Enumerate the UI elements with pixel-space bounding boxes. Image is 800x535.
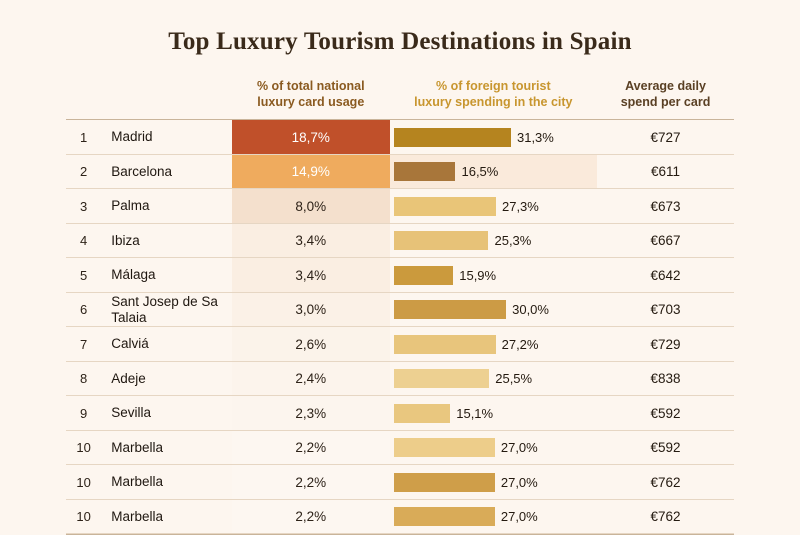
row-avg-spend: €667 (597, 223, 734, 258)
usage-value: 2,2% (295, 440, 327, 455)
row-city: Palma (101, 189, 232, 224)
row-city: Sevilla (101, 396, 232, 431)
table-row (66, 189, 734, 224)
row-rank: 6 (66, 292, 101, 327)
row-city: Barcelona (101, 154, 232, 189)
spend-value: 16,5% (461, 164, 499, 179)
spend-bar (394, 438, 495, 457)
usage-value: 2,4% (295, 371, 327, 386)
spend-bar (394, 231, 489, 250)
row-city: Calviá (101, 327, 232, 362)
row-city: Marbella (101, 430, 232, 465)
spend-bar (394, 335, 496, 354)
spend-bar (394, 300, 507, 319)
row-avg-spend: €729 (597, 327, 734, 362)
table-row (66, 120, 734, 155)
usage-value: 2,2% (295, 509, 327, 524)
header-spend-line2: luxury spending in the city (414, 94, 573, 109)
header-spend-line1: % of foreign tourist (436, 79, 551, 93)
row-spend-cell (390, 499, 597, 534)
table-row (66, 430, 734, 465)
row-city: Adeje (101, 361, 232, 396)
spend-bar (394, 128, 511, 147)
row-city: Marbella (101, 465, 232, 500)
usage-value: 2,2% (295, 474, 327, 490)
spend-bar (394, 404, 451, 423)
row-avg-spend: €762 (597, 499, 734, 534)
header-city (101, 70, 232, 120)
row-avg-spend: €611 (597, 154, 734, 189)
usage-value: 2,3% (295, 405, 327, 421)
usage-value: 3,4% (295, 267, 327, 283)
row-rank: 9 (66, 396, 101, 431)
row-spend-cell (390, 189, 597, 224)
spend-bar (394, 507, 495, 526)
usage-value: 8,0% (295, 198, 327, 214)
row-rank: 1 (66, 120, 101, 155)
spend-value: 27,0% (500, 440, 538, 455)
spend-value: 31,3% (516, 129, 554, 145)
row-avg-spend: €838 (597, 361, 734, 396)
row-avg-spend: €762 (597, 465, 734, 500)
table-row (66, 292, 734, 327)
row-spend-cell (390, 223, 597, 258)
table-row (66, 361, 734, 396)
header-rank (66, 70, 101, 120)
spend-value: 30,0% (512, 302, 549, 317)
row-avg-spend: €642 (597, 258, 734, 293)
spend-value: 27,2% (501, 336, 539, 352)
spend-bar (394, 266, 454, 285)
row-avg-spend: €703 (597, 292, 734, 327)
row-usage-cell (232, 223, 390, 258)
row-city: Marbella (101, 499, 232, 534)
table-row (66, 465, 734, 500)
spend-value: 25,3% (494, 233, 532, 248)
row-usage-cell (232, 430, 390, 465)
spend-bar (394, 197, 496, 216)
row-usage-cell (232, 361, 390, 396)
destinations-table (66, 70, 734, 534)
row-rank: 10 (66, 499, 101, 534)
page-title: Top Luxury Tourism Destinations in Spain (168, 28, 632, 55)
table-row (66, 258, 734, 293)
row-spend-cell (390, 120, 597, 155)
row-spend-cell (390, 430, 597, 465)
header-avg-line2: spend per card (620, 94, 711, 109)
usage-value: 2,6% (295, 336, 327, 352)
row-spend-cell (390, 258, 597, 293)
spend-bar (394, 473, 495, 492)
usage-value: 3,0% (295, 302, 327, 317)
table-row (66, 327, 734, 362)
row-rank: 8 (66, 361, 101, 396)
row-usage-cell (232, 189, 390, 224)
row-city: Madrid (101, 120, 232, 155)
header-spend (390, 70, 597, 120)
row-spend-cell (390, 292, 597, 327)
row-usage-cell (232, 258, 390, 293)
row-rank: 3 (66, 189, 101, 224)
row-usage-cell (232, 465, 390, 500)
row-rank: 7 (66, 327, 101, 362)
header-usage-line1: % of total national (256, 79, 365, 93)
row-spend-cell (390, 465, 597, 500)
row-avg-spend: €592 (597, 396, 734, 431)
header-usage-line2: luxury card usage (257, 94, 365, 109)
usage-value: 14,9% (291, 164, 330, 179)
spend-value: 15,9% (459, 267, 497, 283)
table-row (66, 396, 734, 431)
row-rank: 4 (66, 223, 101, 258)
spend-bar (394, 162, 456, 181)
table-row (66, 499, 734, 534)
row-usage-cell (232, 499, 390, 534)
row-avg-spend: €727 (597, 120, 734, 155)
row-avg-spend: €592 (597, 430, 734, 465)
row-usage-cell (232, 396, 390, 431)
table-row (66, 154, 734, 189)
row-rank: 10 (66, 430, 101, 465)
row-usage-cell (232, 327, 390, 362)
table-header (66, 70, 734, 120)
row-usage-cell (232, 120, 390, 155)
usage-value: 18,7% (291, 129, 330, 145)
row-spend-cell (390, 327, 597, 362)
usage-value: 3,4% (295, 233, 327, 248)
row-city: Málaga (101, 258, 232, 293)
row-spend-cell (390, 361, 597, 396)
table-row (66, 223, 734, 258)
row-usage-cell (232, 154, 390, 189)
spend-value: 27,3% (501, 198, 539, 214)
spend-value: 15,1% (456, 405, 494, 421)
header-avg (597, 70, 734, 120)
header-avg-line1: Average daily (625, 79, 706, 93)
row-spend-cell (390, 396, 597, 431)
row-rank: 5 (66, 258, 101, 293)
row-rank: 2 (66, 154, 101, 189)
row-city: Ibiza (101, 223, 232, 258)
row-avg-spend: €673 (597, 189, 734, 224)
row-usage-cell (232, 292, 390, 327)
spend-value: 27,0% (500, 474, 538, 490)
header-usage (232, 70, 390, 120)
row-spend-cell (390, 154, 597, 189)
row-rank: 10 (66, 465, 101, 500)
spend-value: 27,0% (500, 509, 538, 524)
row-city: Sant Josep de Sa Talaia (101, 292, 232, 327)
spend-bar (394, 369, 490, 388)
spend-value: 25,5% (495, 371, 533, 386)
table-body (66, 120, 734, 534)
